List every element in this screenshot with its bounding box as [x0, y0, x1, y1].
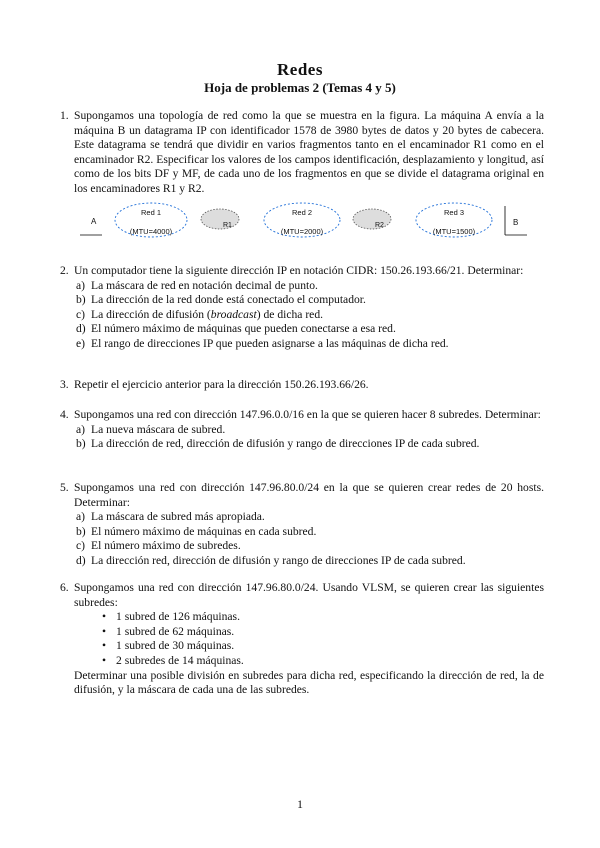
sub-question: b) La dirección de la red donde está conectado el computador. — [76, 293, 366, 307]
sub-question: d) El número máximo de máquinas que pueden conectarse a esa red. — [76, 322, 396, 336]
page-number: 1 — [297, 797, 303, 811]
sub-question-list — [74, 423, 544, 452]
document-title: Redes — [277, 60, 323, 79]
network-2-mtu: (MTU=2000) — [280, 227, 324, 236]
network-1-name: Red 1 — [140, 208, 161, 217]
broadcast-term: broadcast — [210, 307, 257, 321]
problem-6 — [60, 581, 544, 698]
problem-number: 5. — [60, 481, 69, 494]
problem-text: Supongamos una topología de red como la que se muestra en la figura. La máquina A envía a la máquina B un datagrama IP con identificador 1578 de 3980 bytes de datos y 20 bytes de cabecera. Este datagrama se tendrá que dividir en varios fragmentos tanto en el encaminador R1 como en el encaminador R2. Especificar los valores de los campos identificación, desplazamiento y longitud, así como de los bits DF y MF, de cada uno de los fragmentos en que se divide el datagrama original en los encaminadores R1 y R2. — [74, 109, 544, 195]
problem-number: 1. — [60, 109, 69, 122]
router-r1-icon — [201, 209, 239, 229]
sub-question: c) El número máximo de subredes. — [76, 539, 241, 553]
document-subtitle: Hoja de problemas 2 (Temas 4 y 5) — [204, 80, 396, 95]
problem-number: 4. — [60, 408, 69, 421]
sub-question-list — [74, 510, 544, 568]
sub-question: c) La dirección de difusión (broadcast) de dicha red. — [76, 307, 324, 321]
host-b-label: B — [513, 218, 519, 227]
problem-text: Repetir el ejercicio anterior para la dirección 150.26.193.66/26. — [74, 378, 369, 391]
sub-question: b) La dirección de red, dirección de difusión y rango de direcciones IP de cada subred. — [76, 437, 480, 451]
problem-5 — [60, 481, 544, 569]
problem-number: 3. — [60, 378, 69, 391]
problem-number: 2. — [60, 264, 69, 277]
problem-4 — [60, 408, 544, 452]
sub-question: a) La máscara de red en notación decimal de punto. — [76, 278, 318, 292]
problem-text: Supongamos una red con dirección 147.96.80.0/24. Usando VLSM, se quieren crear las siguientes subredes: — [74, 581, 544, 609]
problem-number: 6. — [60, 581, 69, 594]
router-r2-label: R2 — [375, 222, 384, 229]
list-item: • 1 subred de 126 máquinas. — [102, 610, 240, 624]
network-2-name: Red 2 — [291, 208, 312, 217]
sub-question: a) La máscara de subred más apropiada. — [76, 510, 265, 524]
problem-2 — [60, 264, 544, 352]
problem-closing-text: Determinar una posible división en subredes para dicha red, especificando la dirección de red, la de difusión, y la máscara de cada una de las subredes. — [74, 668, 544, 697]
sub-question: e) El rango de direcciones IP que pueden asignarse a las máquinas de dicha red. — [76, 336, 449, 350]
network-3-mtu: (MTU=1500) — [432, 227, 476, 236]
list-item: • 2 subredes de 14 máquinas. — [102, 653, 244, 667]
network-1-mtu: (MTU=4000) — [129, 227, 173, 236]
sub-question: d) La dirección red, dirección de difusión y rango de direcciones IP de cada subred. — [76, 553, 466, 567]
subnet-requirements-list — [74, 610, 544, 668]
problem-text: Supongamos una red con dirección 147.96.80.0/24 en la que se quieren crear redes de 20 hosts. Determinar: — [74, 481, 544, 509]
problem-text: Supongamos una red con dirección 147.96.0.0/16 en la que se quieren hacer 8 subredes. Determinar: — [74, 408, 541, 421]
problem-3 — [60, 378, 544, 393]
sub-question-list — [74, 279, 544, 352]
network-3-name: Red 3 — [443, 208, 464, 217]
sub-question: a) La nueva máscara de subred. — [76, 422, 226, 436]
problem-text: Un computador tiene la siguiente dirección IP en notación CIDR: 150.26.193.66/21. Determinar: — [74, 264, 524, 277]
network-topology-figure — [80, 200, 540, 242]
list-item: • 1 subred de 62 máquinas. — [102, 624, 235, 638]
host-a-label: A — [91, 217, 97, 226]
problem-1 — [60, 109, 544, 197]
router-r2-icon — [353, 209, 391, 229]
list-item: • 1 subred de 30 máquinas. — [102, 639, 235, 653]
router-r1-label: R1 — [223, 222, 232, 229]
sub-question: b) El número máximo de máquinas en cada subred. — [76, 524, 317, 538]
